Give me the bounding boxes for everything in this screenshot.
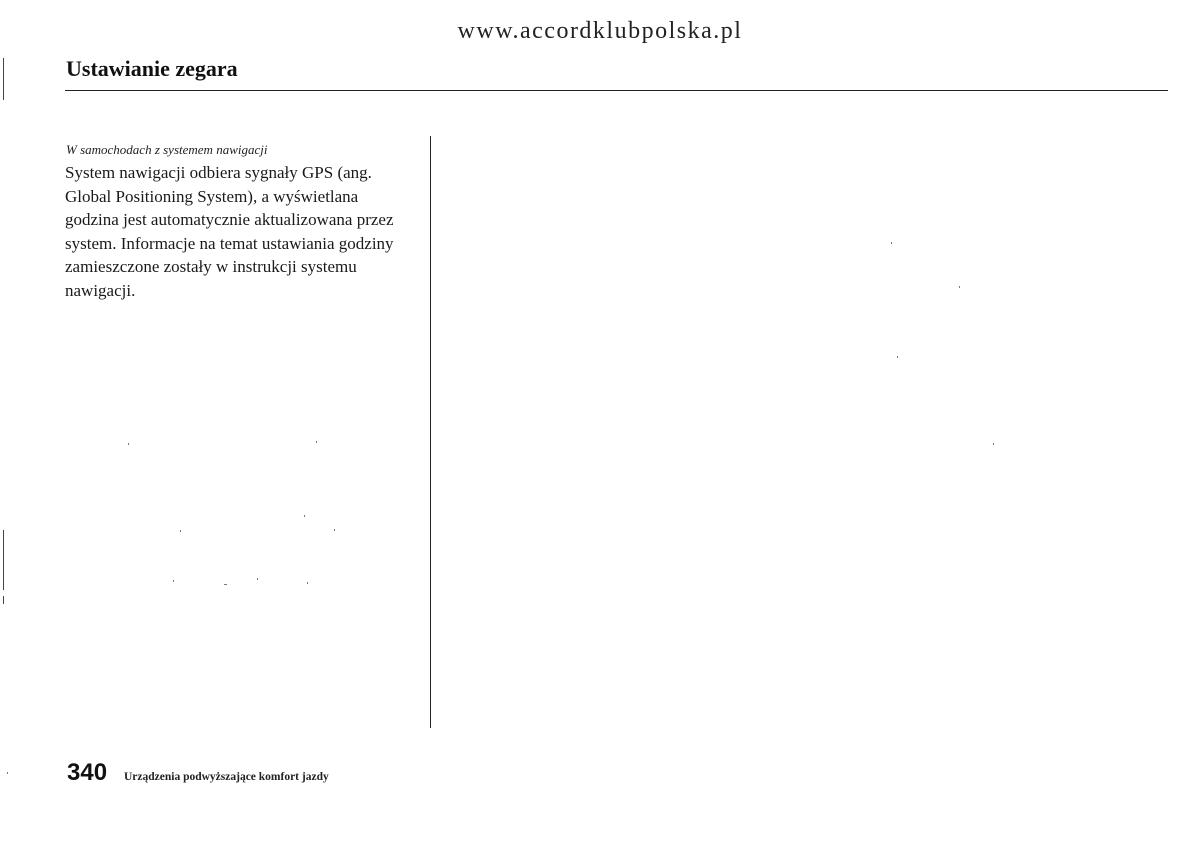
scan-speck <box>173 580 174 582</box>
scan-speck <box>7 772 8 774</box>
scan-speck <box>316 441 317 443</box>
section-caption: W samochodach z systemem nawigacji <box>66 142 268 157</box>
scan-speck <box>993 443 994 445</box>
scan-speck <box>959 286 960 288</box>
scan-speck <box>304 515 305 517</box>
footer-section-title: Urządzenia podwyższające komfort jazdy <box>124 771 329 783</box>
scan-speck <box>180 530 181 532</box>
page-number: 340 <box>67 759 108 786</box>
margin-mark-top <box>3 58 4 100</box>
scan-speck <box>128 443 129 445</box>
website-url: www.accordklubpolska.pl <box>457 18 743 44</box>
column-divider <box>430 136 431 728</box>
scan-speck <box>257 578 258 580</box>
page-title: Ustawianie zegara <box>66 56 238 81</box>
scan-speck <box>307 582 308 584</box>
scan-speck <box>891 242 892 244</box>
body-paragraph: System nawigacji odbiera sygnały GPS (ang. Global Positioning System), a wyświetlana godzina jest automatycznie aktualizowana przez system. Informacje na temat ustawiania godziny zamieszczone zostały w instrukcji systemu nawigacji. <box>65 163 394 300</box>
scan-speck <box>224 584 227 585</box>
scan-speck <box>334 529 335 531</box>
margin-mark-small <box>3 596 4 604</box>
margin-mark-middle <box>3 530 4 590</box>
title-underline <box>65 90 1168 91</box>
scan-speck <box>897 356 898 358</box>
